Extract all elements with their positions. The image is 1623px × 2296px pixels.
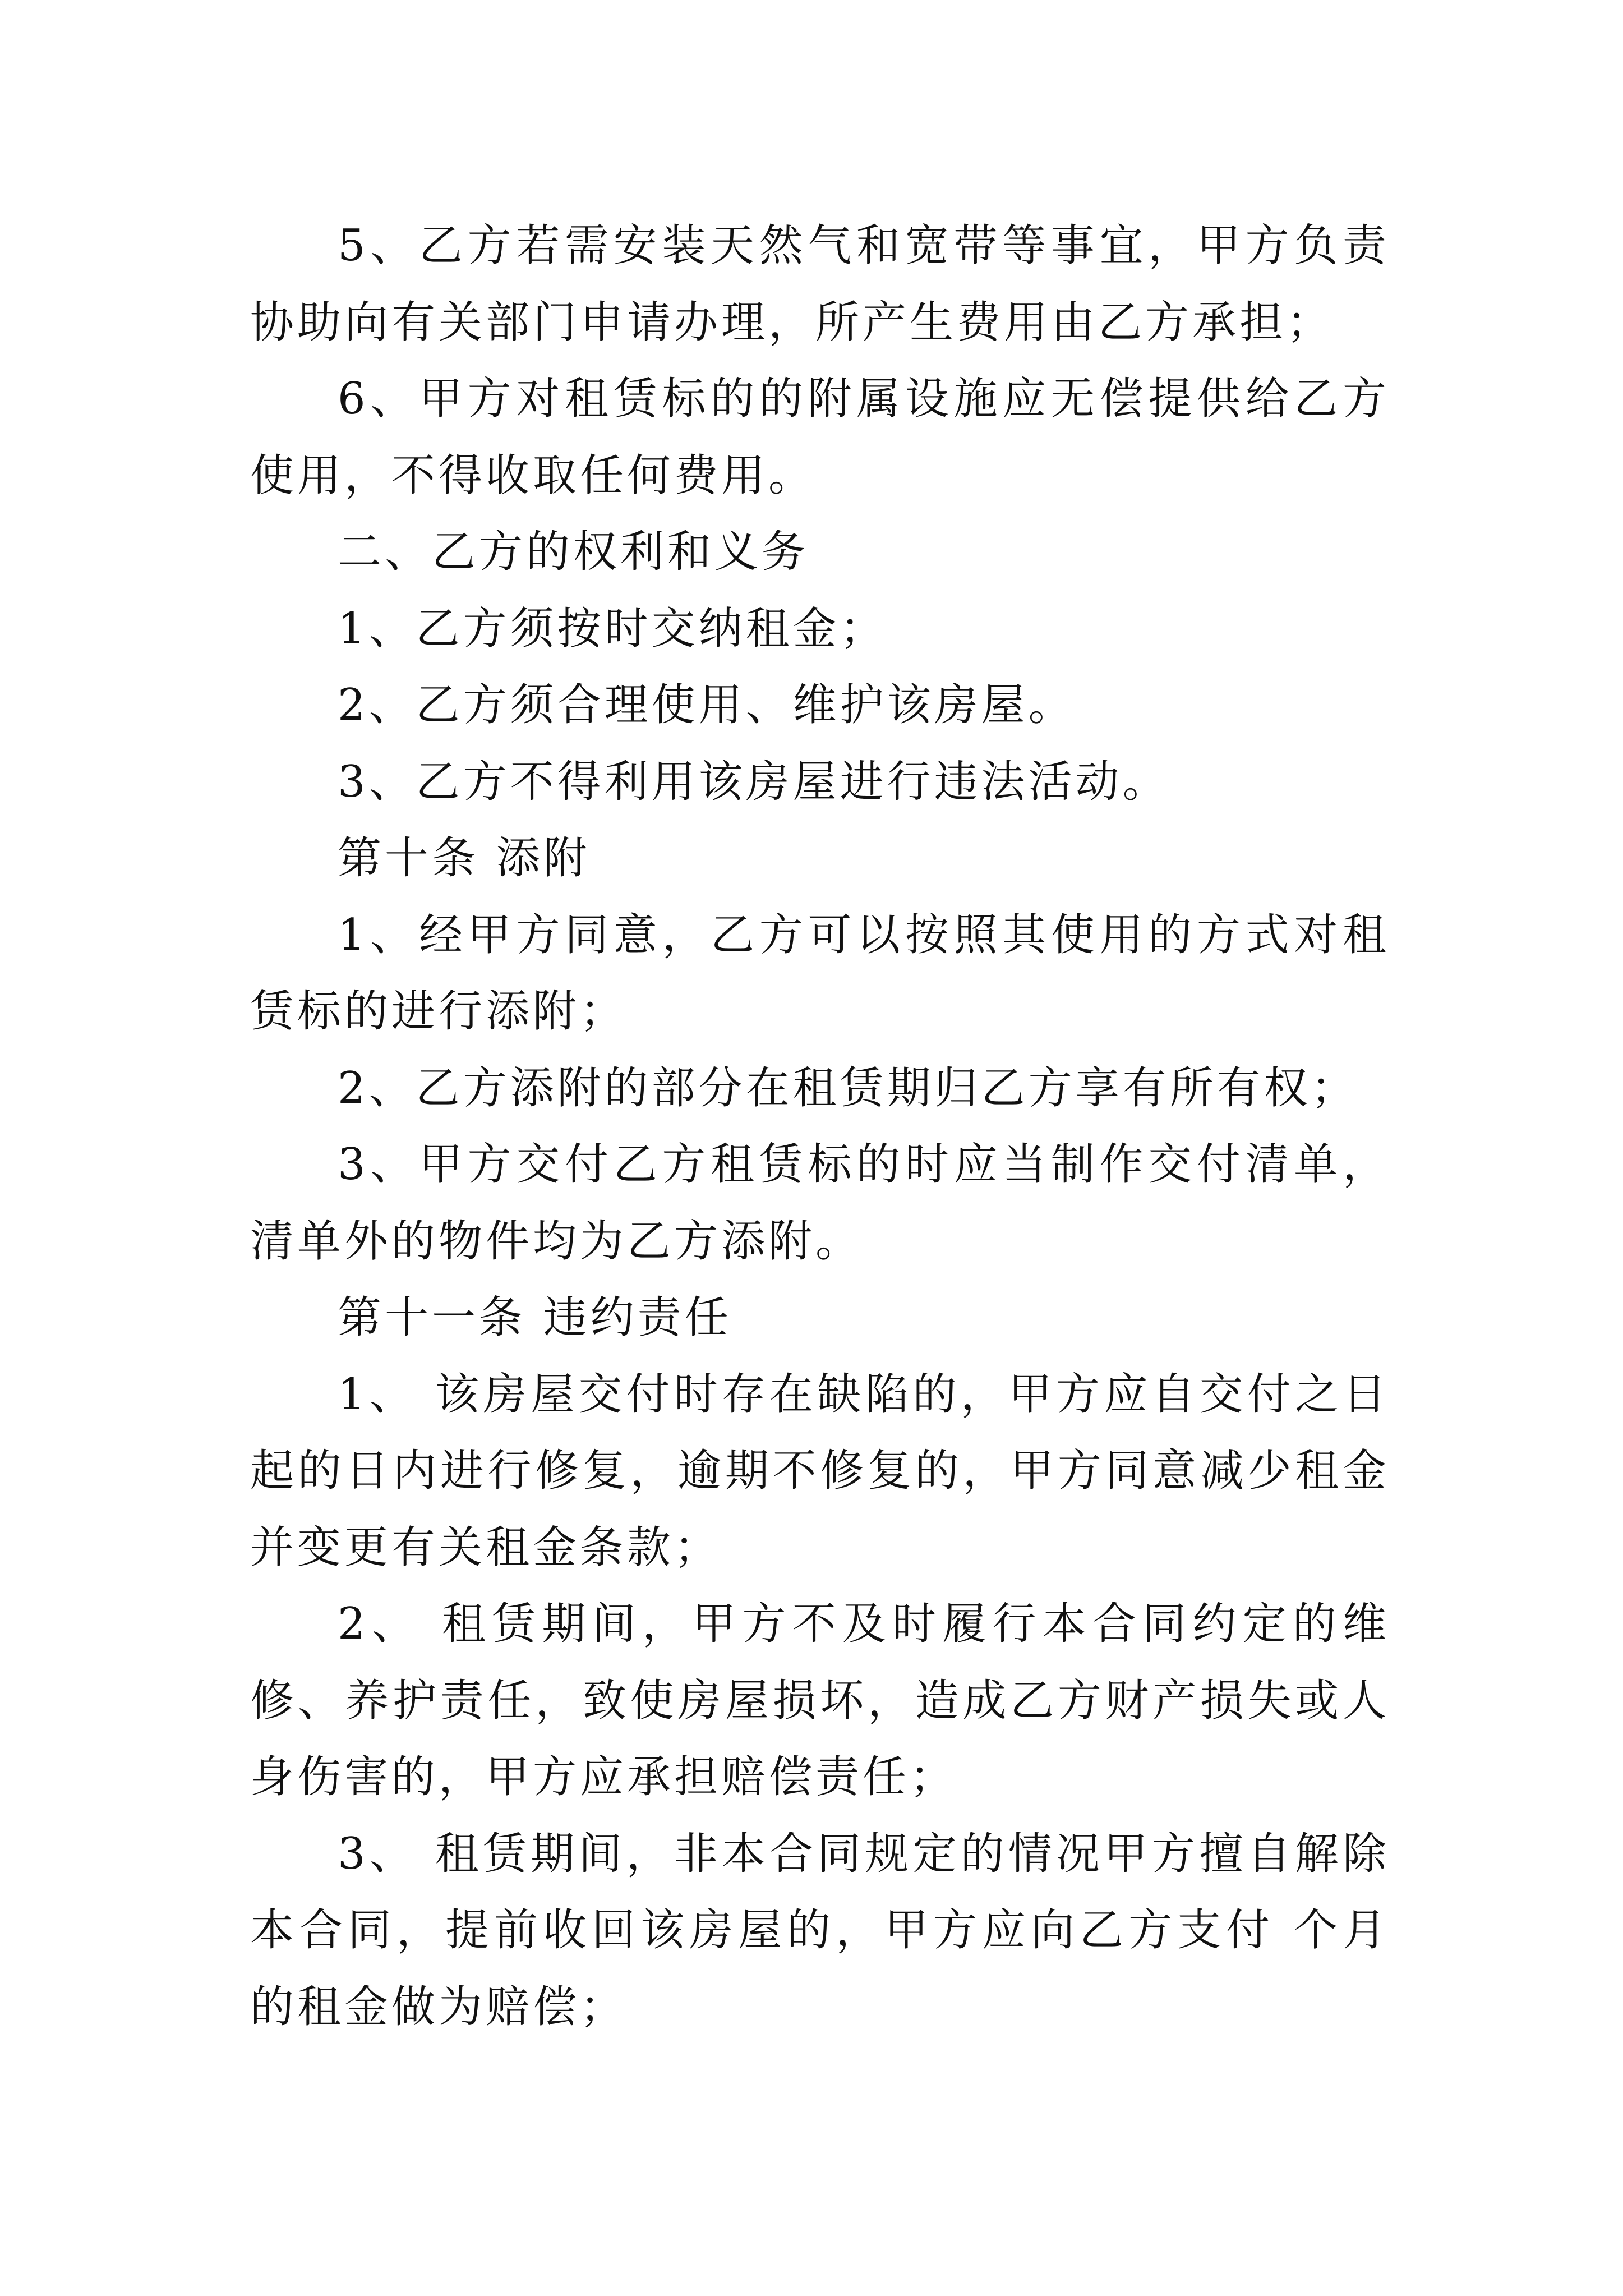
paragraph-breach-2: 2、 租赁期间，甲方不及时履行本合同约定的维修、养护责任，致使房屋损坏，造成乙方财产损失或人身伤害的，甲方应承担赔偿责任； bbox=[250, 1599, 1390, 1802]
section-heading-tenant-rights: 二、乙方的权利和义务 bbox=[338, 527, 809, 577]
paragraph-clause-5-gas-broadband: 5、乙方若需安装天然气和宽带等事宜，甲方负责协助向有关部门申请办理，所产生费用由乙方承担； bbox=[250, 220, 1390, 348]
paragraph-breach-3: 3、 租赁期间，非本合同规定的情况甲方擅自解除本合同，提前收回该房屋的，甲方应向乙方支付 个月的租金做为赔偿； bbox=[250, 1828, 1390, 2032]
article-heading-10: 第十条 添附 bbox=[338, 833, 591, 884]
article-heading-11: 第十一条 违约责任 bbox=[338, 1292, 732, 1343]
document-body bbox=[250, 208, 1390, 2045]
paragraph-addition-3: 3、甲方交付乙方租赁标的时应当制作交付清单，清单外的物件均为乙方添附。 bbox=[250, 1139, 1390, 1267]
paragraph-tenant-legal-use: 3、乙方不得利用该房屋进行违法活动。 bbox=[338, 756, 1170, 807]
paragraph-addition-1: 1、经甲方同意，乙方可以按照其使用的方式对租赁标的进行添附； bbox=[250, 909, 1390, 1037]
paragraph-clause-6-facilities: 6、甲方对租赁标的的附属设施应无偿提供给乙方使用，不得收取任何费用。 bbox=[250, 374, 1390, 501]
paragraph-tenant-rent: 1、乙方须按时交纳租金； bbox=[338, 603, 887, 654]
paragraph-tenant-maintain: 2、乙方须合理使用、维护该房屋。 bbox=[338, 680, 1076, 730]
paragraph-breach-1: 1、 该房屋交付时存在缺陷的，甲方应自交付之日起的日内进行修复，逾期不修复的，甲方同意减少租金并变更有关租金条款； bbox=[250, 1369, 1390, 1573]
paragraph-addition-2: 2、乙方添附的部分在租赁期归乙方享有所有权； bbox=[338, 1062, 1358, 1114]
